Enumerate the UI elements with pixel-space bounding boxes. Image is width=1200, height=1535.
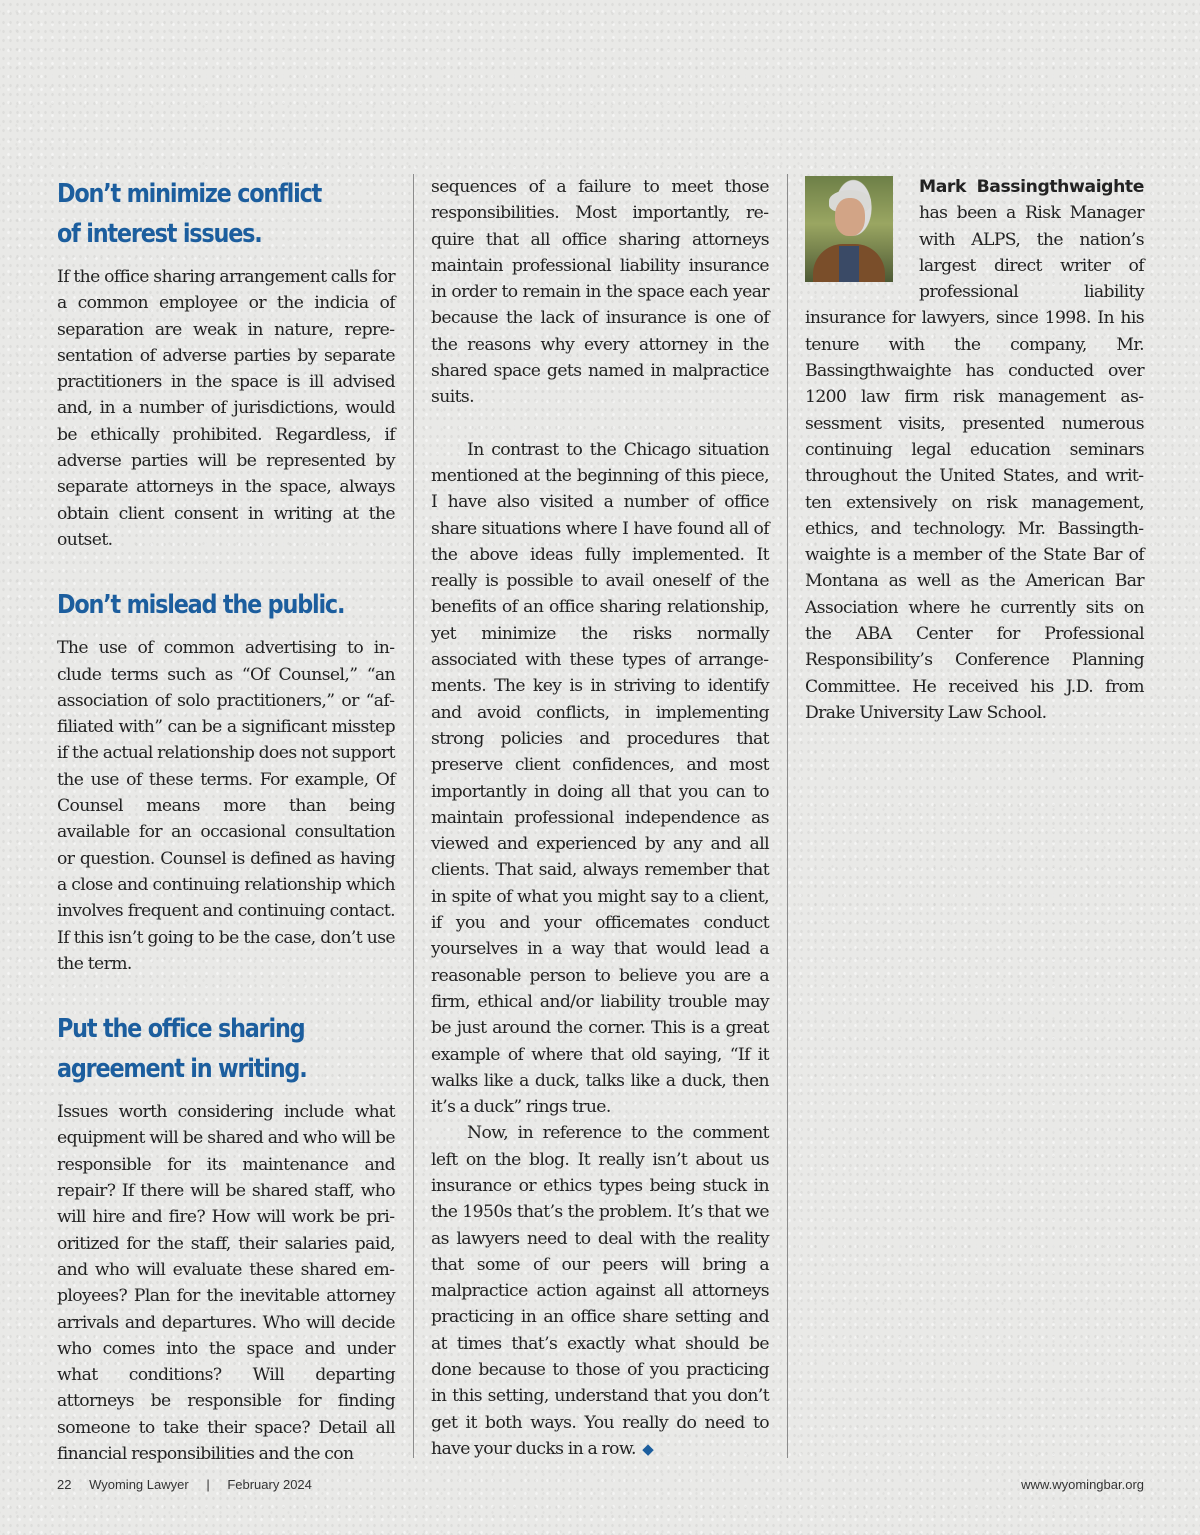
- column-middle: [431, 174, 769, 1462]
- end-diamond-icon: ◆: [642, 1439, 654, 1458]
- paragraph-in-contrast: In contrast to the Chicago situation mentioned at the beginning of this piece, I have also visited a number of office share situations where I have found all of the above ideas fully implemented. It really is possible to avail oneself of the benefits of an office sharing relationship, yet minimize the risks normally associated with these types of arrangements. The key is in striving to identify and avoid conflicts, in implementing strong policies and procedures that preserve client confidences, and most importantly in doing all that you can to maintain professional independence as viewed and experienced by any and all clients. That said, always remember that in spite of what you might say to a client, if you and your officemates conduct yourselves in a way that would lead a reasonable person to believe you are a firm, ethical and/or liability trouble may be just around the corner. This is a great example of where that old saying, “If it walks like a duck, talks like a duck, then it’s a duck” rings true.: [431, 439, 769, 1118]
- author-name: Mark Bassingthwaighte: [919, 177, 1144, 197]
- paragraph-agreement-writing: Issues worth considering include what equipment will be shared and who will be responsible for its maintenance and repair? If there will be shared staff, who will hire and fire? How will work be prioritized for the staff, their salaries paid, and who will evaluate these shared employees? Plan for the inevitable attorney arrivals and departures. Who will decide who comes into the space and under what conditions? Will departing attorneys be responsible for finding someone to take their space? Detail all financial responsibilities and the con: [57, 1102, 395, 1464]
- publication-name: Wyoming Lawyer: [89, 1477, 189, 1492]
- paragraph-consequences: sequences of a failure to meet those responsibilities. Most importantly, require that all office sharing attorneys maintain professional liability insurance in order to remain in the space each year because the lack of insurance is one of the reasons why every attorney in the shared space gets named in malpractice suits.: [431, 177, 769, 408]
- website-url: www.wyomingbar.org: [1021, 1477, 1144, 1492]
- author-photo: [805, 176, 893, 282]
- heading-line: Put the office sharing: [57, 1014, 305, 1045]
- paragraph-mislead-public: The use of common advertising to include terms such as “Of Counsel,” “an association of solo practitioners,” or “affiliated with” can be a significant misstep if the actual relationship does not support the use of these terms. For example, Of Counsel means more than being available for an occasional consultation or question. Counsel is defined as having a close and continuing relationship which involves frequent and continuing contact. If this isn’t going to be the case, don’t use the term.: [57, 638, 395, 974]
- heading-conflict-of-interest: [57, 174, 348, 254]
- bio-text: has been a Risk Manager with ALPS, the nation’s largest direct writer of professional liability insurance for lawyers, since 1998. In his tenure with the company, Mr. Bassingthwaighte has conducted over 1200 law firm risk management assessment visits, presented numerous continuing legal education seminars throughout the United States, and written extensively on risk management, ethics, and technology. Mr. Bassingthwaighte is a member of the State Bar of Montana as well as the American Bar Association where he currently sits on the ABA Center for Professional Responsibility’s Conference Planning Committee. He received his J.D. from Drake University Law School.: [805, 203, 1144, 723]
- paragraph-conclusion: [431, 1120, 769, 1462]
- page-number: 22: [57, 1477, 72, 1492]
- page-footer: [57, 1477, 326, 1492]
- heading-line: Don’t minimize conflict: [57, 179, 322, 209]
- issue-date: February 2024: [227, 1477, 312, 1492]
- heading-line: of interest issues.: [57, 219, 262, 249]
- footer-separator: |: [206, 1477, 210, 1492]
- column-divider-left: [413, 174, 414, 1458]
- conclusion-text: Now, in reference to the comment left on the blog. It really isn’t about us insurance or ethics types being stuck in the 1950s that’s the problem. It’s that we as lawyers need to deal with the reality that some of our peers will bring a malpractice action against all attorneys practicing in an office share setting and at times that’s exactly what should be done because to those of you practicing in this setting, understand that you don’t get it both ways. You really do need to have your ducks in a row.: [431, 1123, 769, 1459]
- column-divider-right: [787, 174, 788, 1458]
- heading-line: agreement in writing.: [57, 1054, 307, 1085]
- heading-mislead-public: Don’t mislead the public.: [57, 590, 345, 621]
- column-left: [57, 174, 395, 1467]
- heading-agreement-writing: [57, 1009, 348, 1089]
- paragraph-conflict-of-interest: If the office sharing arrangement calls for a common employee or the indicia of separation are weak in nature, representation of adverse parties by separate practitioners in the space is ill advised and, in a number of jurisdictions, would be ethically prohibited. Regardless, if adverse parties will be represented by separate attorneys in the space, always obtain client consent in writing at the outset.: [57, 267, 395, 550]
- author-bio: [805, 174, 1144, 726]
